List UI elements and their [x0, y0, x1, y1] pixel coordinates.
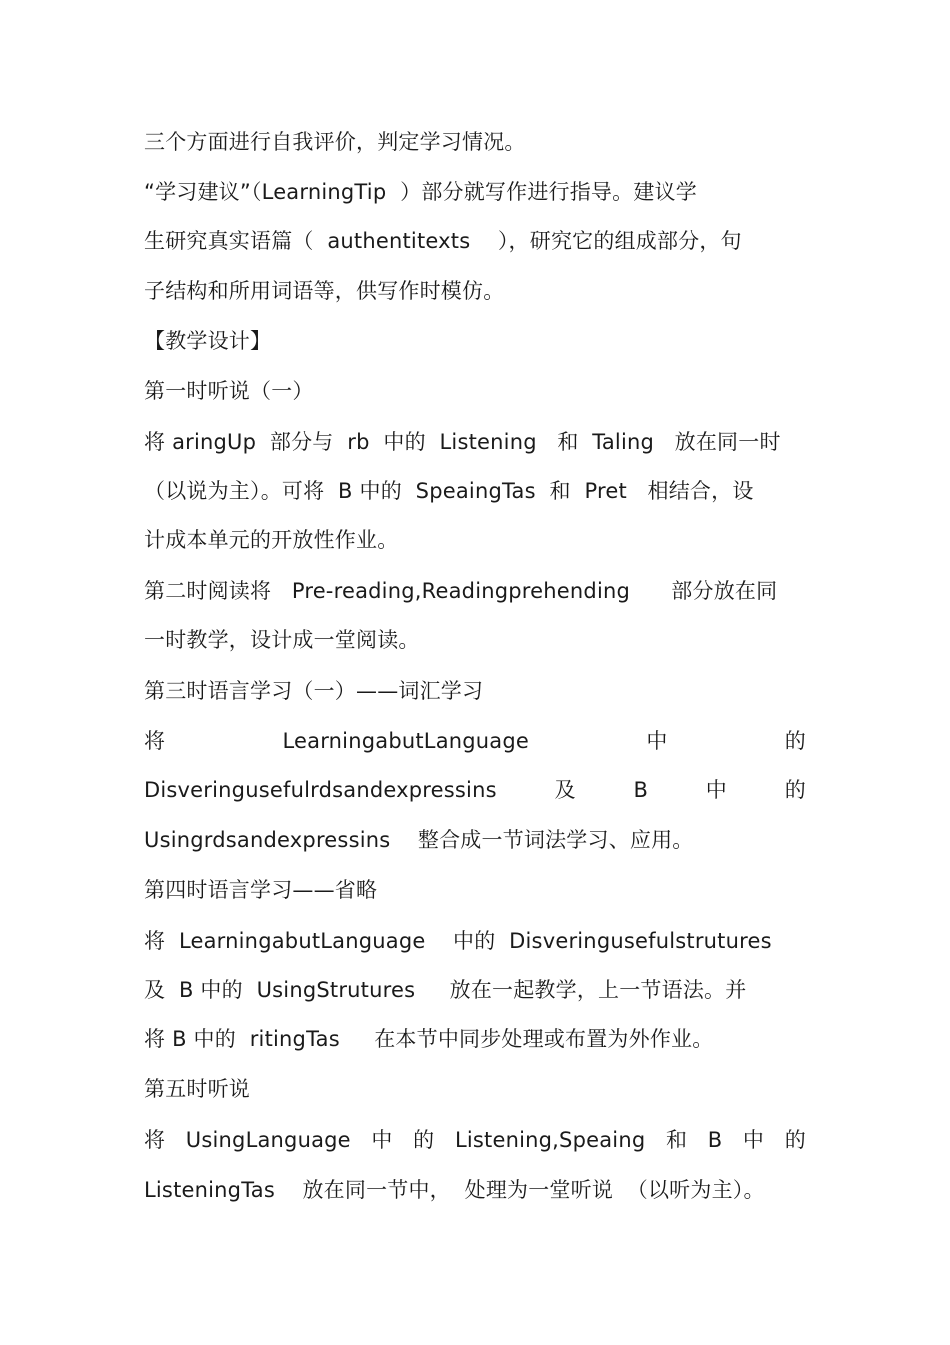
justified-line	[144, 1123, 806, 1157]
text-segment: 将	[144, 729, 166, 753]
text-segment: B	[707, 1128, 723, 1152]
text-line: 将 aringUp 部分与 rb 中的 Listening 和 Taling 放在同一时	[144, 430, 781, 454]
section-heading: 【教学设计】	[144, 329, 272, 353]
text-segment: 的	[784, 729, 806, 753]
text-segment: 中	[742, 1128, 765, 1152]
text-line: Usingrdsandexpressins 整合成一节词法学习、应用。	[144, 828, 694, 852]
lesson-heading: 第二时阅读将 Pre-reading,Readingprehending 部分放在同	[144, 579, 778, 603]
lesson-heading: 第三时语言学习（一）——词汇学习	[144, 679, 484, 703]
text-line: 子结构和所用词语等，供写作时模仿。	[144, 279, 505, 303]
text-line: 一时教学，设计成一堂阅读。	[144, 628, 420, 652]
lesson-heading: 第一时听说（一）	[144, 379, 314, 403]
text-line: （以说为主）。可将 B 中的 SpeaingTas 和 Pret 相结合，设	[144, 479, 754, 503]
text-segment: 中	[371, 1128, 393, 1152]
text-line: 将 LearningabutLanguage 中的 Disveringusefulstrutures	[144, 929, 772, 953]
text-line: 生研究真实语篇（ authentitexts ），研究它的组成部分，句	[144, 229, 742, 253]
text-segment: UsingLanguage	[185, 1128, 351, 1152]
text-segment: 中	[705, 778, 727, 802]
text-line: ListeningTas 放在同一节中， 处理为一堂听说 （以听为主）。	[144, 1178, 765, 1202]
lesson-heading: 第五时听说	[144, 1077, 250, 1101]
text-segment: 的	[784, 1128, 806, 1152]
text-segment: 和	[665, 1128, 688, 1152]
text-segment: Disveringusefulrdsandexpressins	[144, 778, 497, 802]
text-line: 将 B 中的 ritingTas 在本节中同步处理或布置为外作业。	[144, 1027, 714, 1051]
text-line: “学习建议”（LearningTip ）部分就写作进行指导。建议学	[144, 180, 697, 204]
text-segment: 及	[554, 778, 576, 802]
text-segment: 中	[646, 729, 668, 753]
justified-line	[144, 724, 806, 758]
text-segment: 的	[413, 1128, 435, 1152]
text-segment: Listening,Speaing	[454, 1128, 646, 1152]
justified-line	[144, 773, 806, 807]
text-line: 计成本单元的开放性作业。	[144, 528, 399, 552]
text-line: 三个方面进行自我评价，判定学习情况。	[144, 130, 526, 154]
text-segment: 的	[784, 778, 806, 802]
text-segment: B	[633, 778, 649, 802]
text-segment: 将	[144, 1128, 166, 1152]
text-segment: LearningabutLanguage	[282, 729, 530, 753]
lesson-heading: 第四时语言学习——省略	[144, 878, 378, 902]
text-line: 及 B 中的 UsingStrutures 放在一起教学，上一节语法。并	[144, 978, 747, 1002]
